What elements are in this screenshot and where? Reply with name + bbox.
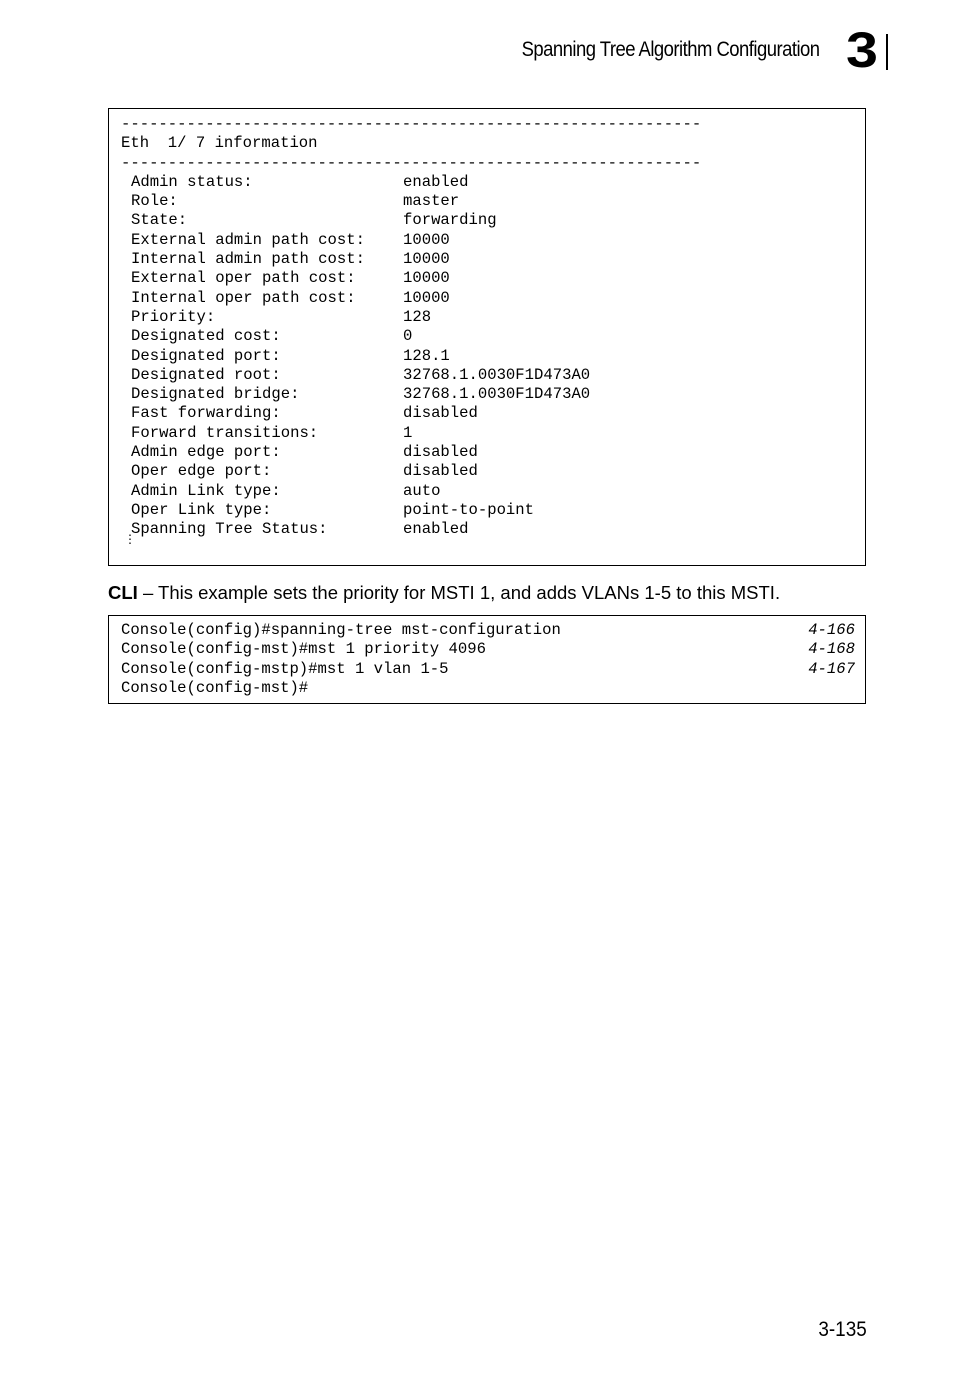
field-value: 32768.1.0030F1D473A0: [403, 385, 591, 404]
cli-command-line: [121, 679, 865, 698]
field-row: [121, 366, 865, 385]
cli-description: [108, 582, 780, 604]
field-row: [121, 404, 865, 423]
running-header-title: Spanning Tree Algorithm Configuration: [522, 38, 820, 61]
cli-command-block: [108, 615, 866, 704]
field-row: [121, 462, 865, 481]
field-value: enabled: [403, 520, 469, 539]
field-row: [121, 482, 865, 501]
field-label: Admin Link type:: [131, 481, 281, 500]
field-row: [121, 192, 865, 211]
field-label: Internal admin path cost:: [131, 250, 365, 269]
field-row: [121, 231, 865, 250]
port-heading: Eth 1/ 7 information: [121, 134, 318, 153]
cli-command: Console(config-mstp)#mst 1 vlan 1-5: [121, 659, 449, 678]
port-info-output-block: [108, 108, 866, 566]
cli-label: CLI: [108, 582, 138, 603]
field-row: [121, 173, 865, 192]
field-value: 10000: [403, 250, 450, 269]
field-row: [121, 308, 865, 327]
field-value: 10000: [403, 230, 450, 249]
cli-page-reference: 4-167: [808, 659, 855, 678]
field-label: Admin edge port:: [131, 443, 281, 462]
cli-command: Console(config-mst)#: [121, 678, 309, 697]
field-value: 10000: [403, 269, 450, 288]
field-label: Designated bridge:: [131, 385, 300, 404]
field-label: Admin status:: [131, 172, 253, 191]
field-value: disabled: [403, 404, 478, 423]
field-row: [121, 347, 865, 366]
field-row: [121, 250, 865, 269]
field-label: External admin path cost:: [131, 230, 365, 249]
separator-line: --------------------------------------------------------------: [121, 153, 702, 172]
field-row: [121, 501, 865, 520]
cli-command-line: [121, 621, 865, 640]
field-label: Fast forwarding:: [131, 404, 281, 423]
field-label: Forward transitions:: [131, 423, 319, 442]
field-label: Designated root:: [131, 365, 281, 384]
cli-command-line: [121, 660, 865, 679]
field-value: disabled: [403, 462, 478, 481]
field-value: forwarding: [403, 211, 497, 230]
field-row: [121, 211, 865, 230]
field-value: point-to-point: [403, 500, 535, 519]
field-value: master: [403, 192, 460, 211]
field-value: 10000: [403, 288, 450, 307]
cli-page-reference: 4-168: [808, 640, 855, 659]
field-value: auto: [403, 481, 441, 500]
field-value: enabled: [403, 172, 469, 191]
field-row: [121, 424, 865, 443]
field-value: 128: [403, 307, 432, 326]
field-label: Role:: [131, 192, 178, 211]
field-value: 128.1: [403, 346, 450, 365]
cli-command: Console(config-mst)#mst 1 priority 4096: [121, 640, 486, 659]
field-list: [121, 172, 865, 546]
separator-line: --------------------------------------------------------------: [121, 115, 702, 133]
field-label: Oper edge port:: [131, 462, 272, 481]
field-label: Priority:: [131, 307, 216, 326]
field-value: 1: [403, 423, 413, 442]
cli-command-line: [121, 640, 865, 659]
cli-page-reference: 4-166: [808, 621, 855, 639]
chapter-divider: [886, 34, 888, 70]
field-value: disabled: [403, 443, 478, 462]
field-label: Designated port:: [131, 346, 281, 365]
field-row: [121, 327, 865, 346]
chapter-number: 3: [846, 22, 878, 78]
field-label: Internal oper path cost:: [131, 288, 356, 307]
cli-command: Console(config)#spanning-tree mst-configuration: [121, 621, 561, 639]
field-label: External oper path cost:: [131, 269, 356, 288]
cli-description-text: – This example sets the priority for MSTI 1, and adds VLANs 1-5 to this MSTI.: [137, 582, 781, 603]
field-row: [121, 520, 865, 539]
field-label: Oper Link type:: [131, 500, 272, 519]
field-label: Designated cost:: [131, 327, 281, 346]
field-value: 32768.1.0030F1D473A0: [403, 365, 591, 384]
field-label: Spanning Tree Status:: [131, 520, 328, 539]
field-row: [121, 385, 865, 404]
page-number: 3-135: [818, 1318, 867, 1341]
field-label: State:: [131, 211, 188, 230]
field-value: 0: [403, 327, 413, 346]
continuation-ellipsis: ⋮: [124, 532, 136, 546]
field-row: [121, 269, 865, 288]
field-row: [121, 289, 865, 308]
field-row: [121, 443, 865, 462]
